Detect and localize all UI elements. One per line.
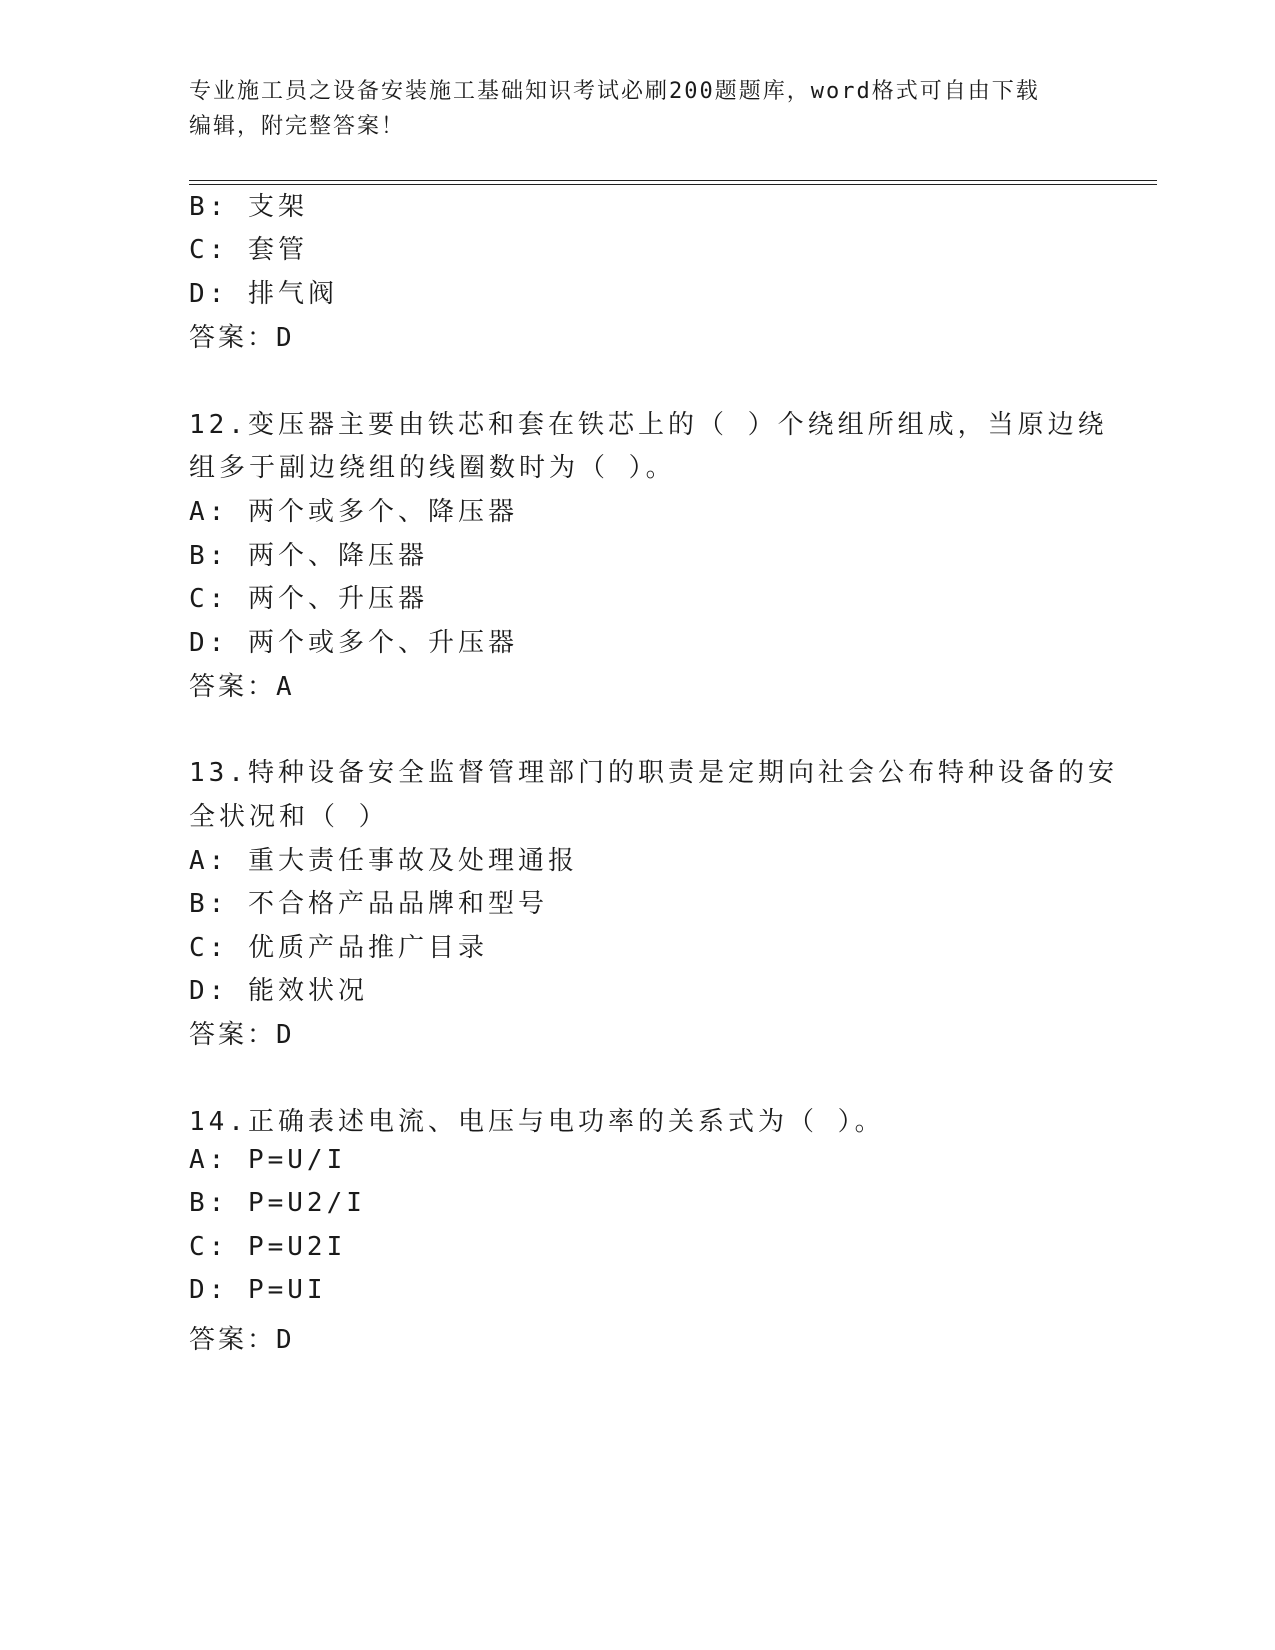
option-d: D: 排气阀 [189,279,338,309]
option-a: A: 重大责任事故及处理通报 [189,846,578,876]
header-line-2: 编辑，附完整答案！ [189,114,406,139]
option-a: A: 两个或多个、降压器 [189,497,518,527]
option-d: D: 两个或多个、升压器 [189,628,518,658]
question-stem: 13.特种设备安全监督管理部门的职责是定期向社会公布特种设备的安 [189,758,1118,788]
document-header [189,74,1069,144]
question-stem: 12.变压器主要由铁芯和套在铁芯上的（ ）个绕组所组成，当原边绕 [189,410,1108,440]
option-b: B: 不合格产品品牌和型号 [189,889,548,919]
option-a: A: P=U/I [189,1145,347,1175]
option-c: C: 两个、升压器 [189,584,428,614]
header-divider-bottom [189,184,1157,185]
option-b: B: P=U2/I [189,1188,366,1218]
question-stem: 全状况和（ ） [189,802,389,832]
answer: 答案：D [189,1325,295,1355]
question-stem: 组多于副边绕组的线圈数时为（ ）。 [189,453,676,483]
option-b: B: 支架 [189,192,308,222]
option-c: C: 套管 [189,235,308,265]
answer: 答案：D [189,323,295,353]
answer: 答案：A [189,672,295,702]
option-c: C: 优质产品推广目录 [189,933,488,963]
header-line-1: 专业施工员之设备安装施工基础知识考试必刷200题题库，word格式可自由下载 [189,79,1040,104]
question-stem: 14.正确表述电流、电压与电功率的关系式为（ ）。 [189,1107,885,1137]
option-d: D: 能效状况 [189,976,368,1006]
header-divider-top [189,180,1157,181]
option-b: B: 两个、降压器 [189,541,428,571]
option-d: D: P=UI [189,1275,327,1305]
option-c: C: P=U2I [189,1232,347,1262]
answer: 答案：D [189,1020,295,1050]
